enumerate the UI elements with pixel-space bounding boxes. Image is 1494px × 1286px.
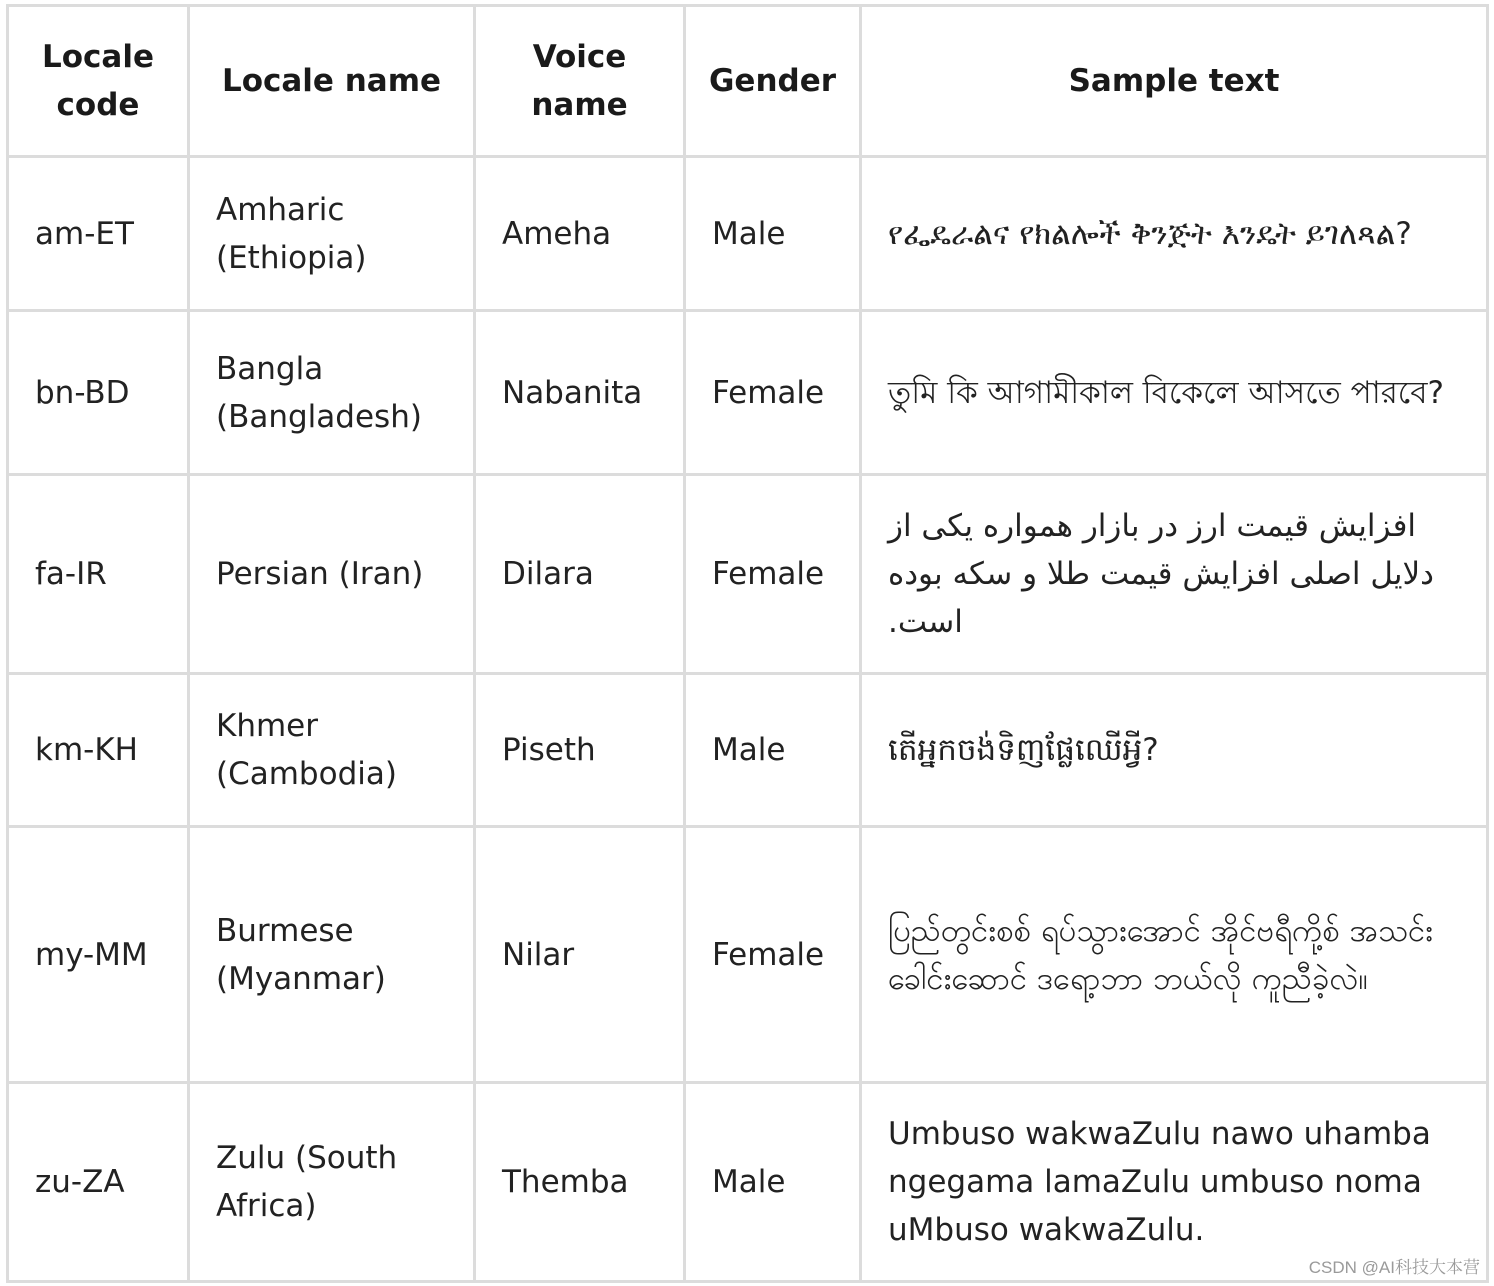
header-gender: Gender [685, 6, 861, 157]
cell-sample-text: তুমি কি আগামীকাল বিকেলে আসতে পারবে? [861, 311, 1488, 475]
cell-sample-text: Umbuso wakwaZulu nawo uhamba ngegama lamaZulu umbuso noma uMbuso wakwaZulu. [861, 1083, 1488, 1282]
cell-voice-name: Themba [475, 1083, 685, 1282]
cell-locale-name: Burmese (Myanmar) [189, 827, 475, 1083]
header-row [8, 6, 1488, 157]
cell-locale-code: zu-ZA [8, 1083, 189, 1282]
cell-gender: Male [685, 674, 861, 827]
header-sample-text: Sample text [861, 6, 1488, 157]
cell-locale-name: Persian (Iran) [189, 475, 475, 674]
cell-sample-text: افزایش قیمت ارز در بازار همواره یکی از دلایل اصلی افزایش قیمت طلا و سکه بوده است. [861, 475, 1488, 674]
cell-gender: Male [685, 1083, 861, 1282]
cell-locale-code: fa-IR [8, 475, 189, 674]
table-row [8, 1083, 1488, 1282]
header-locale-name: Locale name [189, 6, 475, 157]
cell-voice-name: Nilar [475, 827, 685, 1083]
table-row [8, 674, 1488, 827]
cell-voice-name: Piseth [475, 674, 685, 827]
cell-gender: Female [685, 475, 861, 674]
cell-locale-name: Amharic (Ethiopia) [189, 157, 475, 311]
cell-gender: Female [685, 827, 861, 1083]
cell-locale-code: am-ET [8, 157, 189, 311]
table-row [8, 827, 1488, 1083]
cell-locale-code: bn-BD [8, 311, 189, 475]
table-row [8, 311, 1488, 475]
table-row [8, 475, 1488, 674]
table-row [8, 157, 1488, 311]
cell-locale-name: Khmer (Cambodia) [189, 674, 475, 827]
voice-table [6, 4, 1489, 1283]
cell-sample-text: የፌዴራልና የክልሎች ቅንጅት እንዴት ይገለጻል? [861, 157, 1488, 311]
cell-locale-code: km-KH [8, 674, 189, 827]
cell-voice-name: Nabanita [475, 311, 685, 475]
header-voice-name: Voice name [475, 6, 685, 157]
cell-locale-code: my-MM [8, 827, 189, 1083]
cell-gender: Male [685, 157, 861, 311]
cell-locale-name: Bangla (Bangladesh) [189, 311, 475, 475]
header-locale-code: Locale code [8, 6, 189, 157]
cell-gender: Female [685, 311, 861, 475]
watermark: CSDN @AI科技大本营 [1308, 1258, 1480, 1277]
cell-sample-text: តើអ្នកចង់ទិញផ្លែឈើអ្វី? [861, 674, 1488, 827]
cell-sample-text: ပြည်တွင်းစစ် ရပ်သွားအောင် အိုင်ဗရီကို့စ် အသင်းခေါင်းဆောင် ဒရော့ဘာ ဘယ်လို ကူညီခဲ့လဲ။ [861, 827, 1488, 1083]
cell-voice-name: Dilara [475, 475, 685, 674]
cell-voice-name: Ameha [475, 157, 685, 311]
cell-locale-name: Zulu (South Africa) [189, 1083, 475, 1282]
